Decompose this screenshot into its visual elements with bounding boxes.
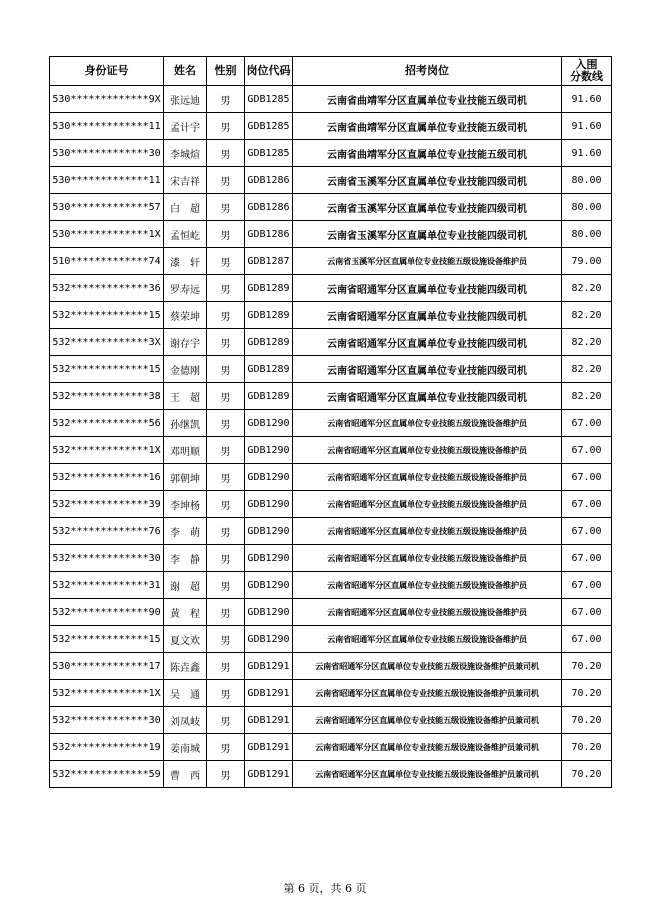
cell-post: 云南省昭通军分区直属单位专业技能五级设施设备维护员兼司机 [293,680,562,707]
cell-name: 邓明顺 [164,437,207,464]
header-gender: 性别 [207,57,245,86]
cell-name: 李 萌 [164,518,207,545]
cell-name: 郭朝坤 [164,464,207,491]
cell-gender: 男 [207,194,245,221]
table-row [50,356,612,383]
cell-post: 云南省昭通军分区直属单位专业技能五级设施设备维护员 [293,626,562,653]
table-row [50,113,612,140]
table-row [50,275,612,302]
table-row [50,383,612,410]
cell-name: 白 超 [164,194,207,221]
table-row [50,194,612,221]
table-row [50,572,612,599]
cell-gender: 男 [207,221,245,248]
cell-name: 罗寿远 [164,275,207,302]
header-post: 招考岗位 [293,57,562,86]
cell-gender: 男 [207,653,245,680]
table-row [50,599,612,626]
cell-id: 532*************3X [50,329,164,356]
cell-post: 云南省曲靖军分区直属单位专业技能五级司机 [293,86,562,113]
header-code: 岗位代码 [245,57,293,86]
table-row [50,491,612,518]
cell-score: 70.20 [562,653,612,680]
cell-id: 532*************19 [50,734,164,761]
cell-score: 91.60 [562,113,612,140]
cell-post: 云南省昭通军分区直属单位专业技能五级设施设备维护员 [293,491,562,518]
cell-gender: 男 [207,302,245,329]
cell-score: 80.00 [562,194,612,221]
cell-gender: 男 [207,572,245,599]
cell-name: 曹 西 [164,761,207,788]
candidate-table [49,56,612,788]
cell-id: 530*************9X [50,86,164,113]
cell-gender: 男 [207,356,245,383]
cell-code: GDB1290 [245,491,293,518]
cell-code: GDB1290 [245,599,293,626]
header-score-line2: 分数线 [570,70,603,83]
table-row [50,221,612,248]
cell-gender: 男 [207,680,245,707]
table-row [50,329,612,356]
cell-score: 67.00 [562,599,612,626]
cell-gender: 男 [207,491,245,518]
cell-post: 云南省玉溪军分区直属单位专业技能四级司机 [293,167,562,194]
cell-post: 云南省曲靖军分区直属单位专业技能五级司机 [293,140,562,167]
cell-name: 刘凤岐 [164,707,207,734]
cell-score: 91.60 [562,140,612,167]
cell-code: GDB1286 [245,194,293,221]
cell-post: 云南省昭通军分区直属单位专业技能四级司机 [293,356,562,383]
cell-code: GDB1291 [245,761,293,788]
cell-gender: 男 [207,626,245,653]
cell-gender: 男 [207,140,245,167]
table-row [50,248,612,275]
cell-id: 532*************15 [50,626,164,653]
cell-id: 532*************30 [50,707,164,734]
cell-post: 云南省昭通军分区直属单位专业技能四级司机 [293,329,562,356]
cell-name: 姜南城 [164,734,207,761]
header-name: 姓名 [164,57,207,86]
cell-score: 67.00 [562,410,612,437]
cell-name: 陈垚鑫 [164,653,207,680]
cell-post: 云南省玉溪军分区直属单位专业技能五级设施设备维护员 [293,248,562,275]
cell-code: GDB1290 [245,518,293,545]
cell-score: 67.00 [562,518,612,545]
cell-score: 67.00 [562,545,612,572]
cell-name: 金德刚 [164,356,207,383]
table-row [50,707,612,734]
table-header-row [50,57,612,86]
cell-code: GDB1289 [245,275,293,302]
cell-name: 张远迪 [164,86,207,113]
cell-id: 532*************76 [50,518,164,545]
cell-score: 82.20 [562,329,612,356]
cell-score: 80.00 [562,221,612,248]
cell-gender: 男 [207,707,245,734]
cell-gender: 男 [207,248,245,275]
cell-gender: 男 [207,275,245,302]
cell-score: 80.00 [562,167,612,194]
cell-gender: 男 [207,761,245,788]
cell-code: GDB1290 [245,545,293,572]
cell-gender: 男 [207,437,245,464]
table-row [50,302,612,329]
cell-id: 532*************90 [50,599,164,626]
header-id: 身份证号 [50,57,164,86]
table-row [50,518,612,545]
cell-gender: 男 [207,464,245,491]
cell-code: GDB1290 [245,464,293,491]
table-row [50,86,612,113]
cell-score: 79.00 [562,248,612,275]
cell-post: 云南省昭通军分区直属单位专业技能五级设施设备维护员 [293,599,562,626]
cell-id: 530*************17 [50,653,164,680]
cell-name: 李坤杨 [164,491,207,518]
cell-code: GDB1285 [245,113,293,140]
cell-name: 孙继凯 [164,410,207,437]
cell-name: 夏文欢 [164,626,207,653]
cell-code: GDB1290 [245,572,293,599]
cell-id: 530*************1X [50,221,164,248]
cell-score: 70.20 [562,707,612,734]
cell-post: 云南省昭通军分区直属单位专业技能五级设施设备维护员 [293,545,562,572]
cell-gender: 男 [207,599,245,626]
cell-post: 云南省昭通军分区直属单位专业技能五级设施设备维护员 [293,572,562,599]
cell-name: 孟计宇 [164,113,207,140]
cell-code: GDB1291 [245,734,293,761]
cell-code: GDB1286 [245,221,293,248]
cell-name: 谢 超 [164,572,207,599]
cell-score: 91.60 [562,86,612,113]
cell-gender: 男 [207,545,245,572]
cell-score: 67.00 [562,491,612,518]
cell-name: 宋吉祥 [164,167,207,194]
cell-id: 532*************15 [50,356,164,383]
cell-post: 云南省昭通军分区直属单位专业技能五级设施设备维护员兼司机 [293,761,562,788]
cell-code: GDB1285 [245,86,293,113]
cell-name: 王 超 [164,383,207,410]
cell-code: GDB1289 [245,302,293,329]
cell-post: 云南省昭通军分区直属单位专业技能五级设施设备维护员 [293,518,562,545]
cell-gender: 男 [207,383,245,410]
table-row [50,410,612,437]
cell-id: 532*************30 [50,545,164,572]
cell-score: 82.20 [562,302,612,329]
table-body [50,86,612,788]
cell-gender: 男 [207,86,245,113]
table-row [50,437,612,464]
cell-gender: 男 [207,167,245,194]
cell-score: 70.20 [562,761,612,788]
cell-post: 云南省昭通军分区直属单位专业技能五级设施设备维护员兼司机 [293,734,562,761]
cell-score: 82.20 [562,356,612,383]
cell-gender: 男 [207,329,245,356]
cell-gender: 男 [207,734,245,761]
cell-id: 532*************56 [50,410,164,437]
cell-post: 云南省昭通军分区直属单位专业技能四级司机 [293,383,562,410]
cell-post: 云南省昭通军分区直属单位专业技能五级设施设备维护员兼司机 [293,707,562,734]
table-row [50,626,612,653]
cell-name: 孟恒屹 [164,221,207,248]
cell-post: 云南省昭通军分区直属单位专业技能五级设施设备维护员 [293,410,562,437]
table-row [50,761,612,788]
cell-id: 532*************59 [50,761,164,788]
cell-id: 530*************30 [50,140,164,167]
cell-score: 67.00 [562,572,612,599]
cell-score: 67.00 [562,437,612,464]
cell-code: GDB1290 [245,626,293,653]
cell-post: 云南省玉溪军分区直属单位专业技能四级司机 [293,221,562,248]
cell-id: 532*************15 [50,302,164,329]
cell-score: 67.00 [562,464,612,491]
cell-post: 云南省昭通军分区直属单位专业技能五级设施设备维护员 [293,437,562,464]
cell-id: 532*************1X [50,437,164,464]
cell-name: 漆 轩 [164,248,207,275]
cell-post: 云南省昭通军分区直属单位专业技能四级司机 [293,275,562,302]
cell-name: 李城煊 [164,140,207,167]
cell-score: 82.20 [562,275,612,302]
cell-id: 532*************38 [50,383,164,410]
cell-gender: 男 [207,518,245,545]
table-row [50,545,612,572]
cell-code: GDB1289 [245,356,293,383]
header-score-line1: 入围 [575,58,598,71]
cell-gender: 男 [207,113,245,140]
cell-code: GDB1287 [245,248,293,275]
cell-post: 云南省昭通军分区直属单位专业技能五级设施设备维护员兼司机 [293,653,562,680]
table-row [50,734,612,761]
cell-id: 510*************74 [50,248,164,275]
cell-code: GDB1291 [245,653,293,680]
cell-score: 70.20 [562,734,612,761]
cell-code: GDB1289 [245,383,293,410]
cell-name: 谢存宇 [164,329,207,356]
cell-post: 云南省昭通军分区直属单位专业技能四级司机 [293,302,562,329]
cell-id: 532*************31 [50,572,164,599]
cell-post: 云南省玉溪军分区直属单位专业技能四级司机 [293,194,562,221]
cell-id: 532*************1X [50,680,164,707]
cell-code: GDB1291 [245,707,293,734]
cell-score: 82.20 [562,383,612,410]
cell-code: GDB1290 [245,437,293,464]
table-row [50,464,612,491]
cell-code: GDB1286 [245,167,293,194]
table-row [50,653,612,680]
cell-id: 532*************36 [50,275,164,302]
page-footer: 第 6 页，共 6 页 [283,882,367,895]
cell-name: 黄 程 [164,599,207,626]
cell-post: 云南省昭通军分区直属单位专业技能五级设施设备维护员 [293,464,562,491]
cell-id: 532*************16 [50,464,164,491]
cell-id: 530*************57 [50,194,164,221]
cell-name: 吴 通 [164,680,207,707]
cell-code: GDB1285 [245,140,293,167]
cell-gender: 男 [207,410,245,437]
table-row [50,167,612,194]
cell-name: 李 静 [164,545,207,572]
cell-id: 530*************11 [50,167,164,194]
table-row [50,680,612,707]
cell-name: 蔡荣坤 [164,302,207,329]
cell-score: 70.20 [562,680,612,707]
cell-code: GDB1290 [245,410,293,437]
cell-code: GDB1291 [245,680,293,707]
cell-score: 67.00 [562,626,612,653]
table-row [50,140,612,167]
cell-id: 530*************11 [50,113,164,140]
cell-post: 云南省曲靖军分区直属单位专业技能五级司机 [293,113,562,140]
cell-code: GDB1289 [245,329,293,356]
header-score [562,57,612,86]
cell-id: 532*************39 [50,491,164,518]
